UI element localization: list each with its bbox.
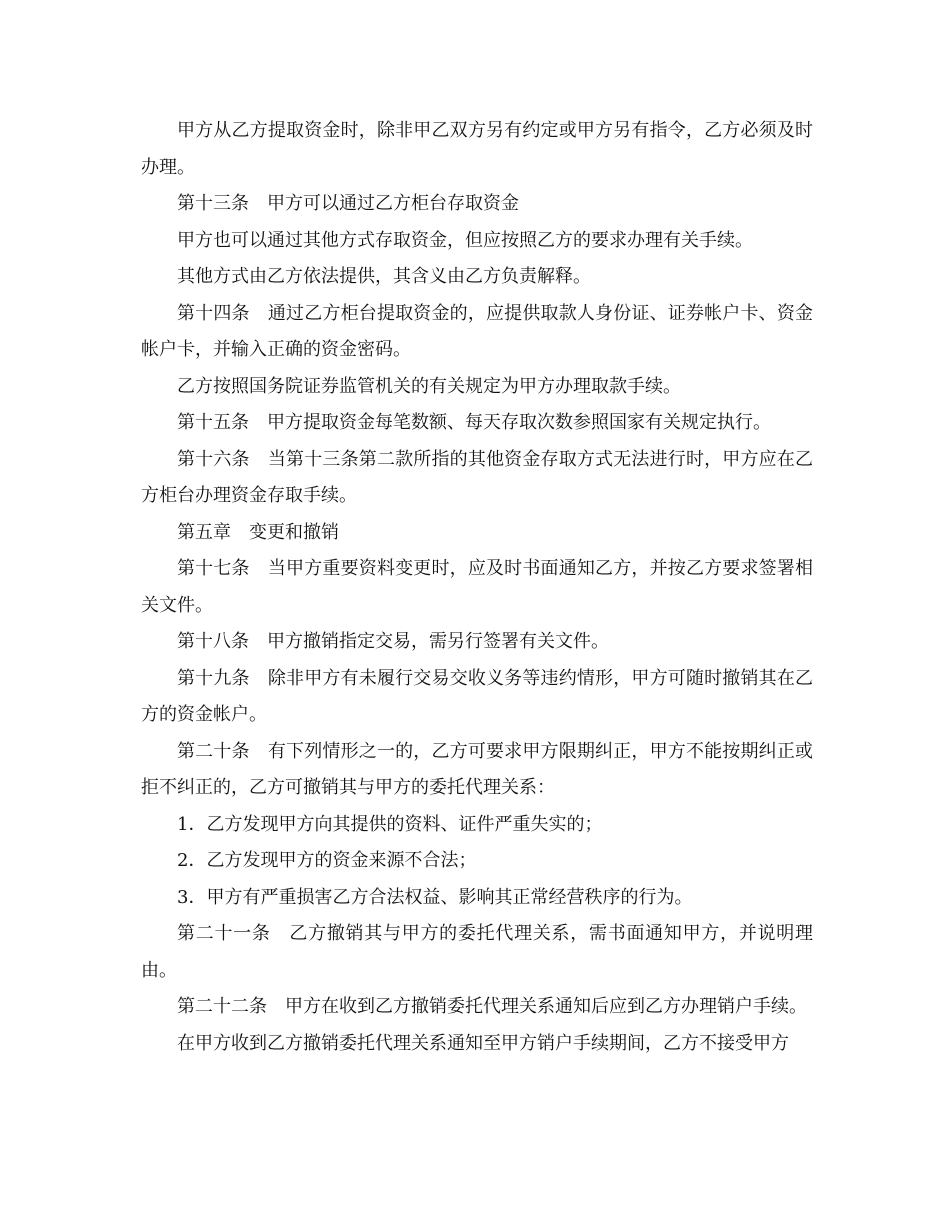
article-16: 第十六条 当第十三条第二款所指的其他资金存取方式无法进行时，甲方应在乙方柜台办理资金存取手续。: [141, 448, 813, 506]
article-22: 第二十二条 甲方在收到乙方撤销委托代理关系通知后应到乙方办理销户手续。: [177, 996, 807, 1017]
article-19: 第十九条 除非甲方有未履行交易交收义务等违约情形，甲方可随时撤销其在乙方的资金帐户。: [141, 667, 813, 725]
paragraph: 在甲方收到乙方撤销委托代理关系通知至甲方销户手续期间，乙方不接受甲方: [177, 1032, 789, 1054]
paragraph: 乙方按照国务院证券监管机关的有关规定为甲方办理取款手续。: [177, 375, 681, 397]
list-item-3: 3．甲方有严重损害乙方合法权益、影响其正常经营秩序的行为。: [177, 886, 693, 908]
article-17: 第十七条 当甲方重要资料变更时，应及时书面通知乙方，并按乙方要求签署相关文件。: [141, 558, 813, 616]
paragraph: 其他方式由乙方依法提供，其含义由乙方负责解释。: [177, 266, 591, 287]
article-13-heading: 第十三条 甲方可以通过乙方柜台存取资金: [177, 193, 519, 214]
article-15: 第十五条 甲方提取资金每笔数额、每天存取次数参照国家有关规定执行。: [177, 412, 771, 433]
article-20: 第二十条 有下列情形之一的，乙方可要求甲方限期纠正，甲方不能按期纠正或拒不纠正的，乙方可撤销其与甲方的委托代理关系：: [141, 740, 813, 798]
paragraph: 甲方也可以通过其他方式存取资金，但应按照乙方的要求办理有关手续。: [177, 229, 753, 251]
list-item-1: 1．乙方发现甲方向其提供的资料、证件严重失实的；: [177, 813, 603, 835]
article-14: 第十四条 通过乙方柜台提取资金的，应提供取款人身份证、证券帐户卡、资金帐户卡，并输入正确的资金密码。: [141, 302, 813, 360]
paragraph: 甲方从乙方提取资金时，除非甲乙双方另有约定或甲方另有指令，乙方必须及时办理。: [141, 120, 813, 178]
list-item-2: 2．乙方发现甲方的资金来源不合法；: [177, 850, 477, 871]
article-21: 第二十一条 乙方撤销其与甲方的委托代理关系，需书面通知甲方，并说明理由。: [141, 923, 813, 981]
document-body: [141, 113, 813, 1062]
chapter-5-heading: 第五章 变更和撤销: [177, 521, 339, 543]
article-18: 第十八条 甲方撤销指定交易，需另行签署有关文件。: [177, 631, 609, 652]
